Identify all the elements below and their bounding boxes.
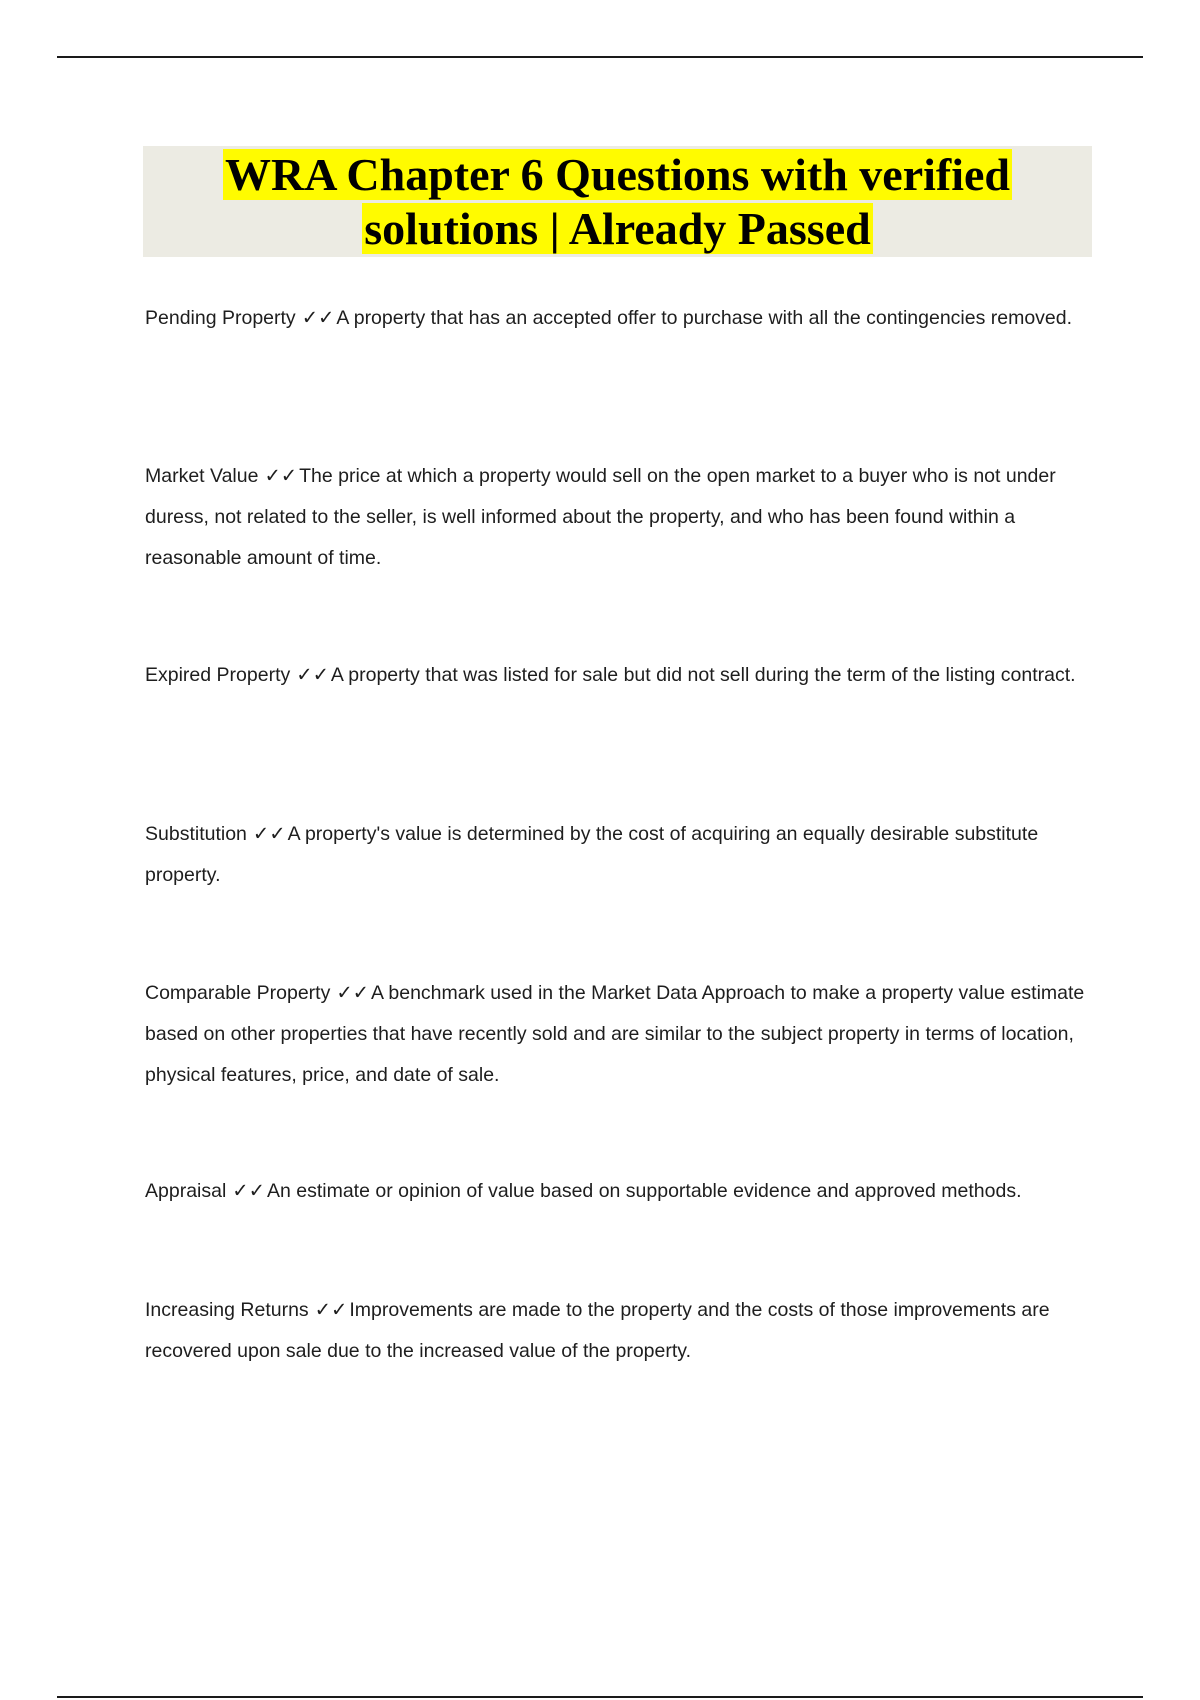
- entry-substitution: [145, 814, 1095, 896]
- double-check-icon: ✓✓: [301, 307, 335, 329]
- bottom-divider: [57, 1696, 1143, 1698]
- double-check-icon: ✓✓: [314, 1299, 348, 1321]
- entry-term: Substitution: [145, 823, 247, 845]
- entry-pending-property: [145, 298, 1072, 339]
- title-banner: [143, 146, 1092, 257]
- title-line-2: solutions | Already Passed: [364, 203, 871, 254]
- entry-definition: An estimate or opinion of value based on supportable evidence and approved methods.: [266, 1180, 1022, 1202]
- entry-definition: A property's value is determined by the cost of acquiring an equally desirable substitute property.: [145, 823, 1039, 886]
- entry-appraisal: [145, 1171, 1022, 1212]
- entry-term: Increasing Returns: [145, 1299, 309, 1321]
- double-check-icon: ✓✓: [336, 982, 370, 1004]
- title-line-1: WRA Chapter 6 Questions with verified: [225, 149, 1010, 200]
- entry-definition: A property that was listed for sale but did not sell during the term of the listing contract.: [330, 664, 1076, 686]
- entry-definition: Improvements are made to the property and the costs of those improvements are recovered upon sale due to the increased value of the property.: [145, 1299, 1050, 1362]
- entry-term: Expired Property: [145, 664, 291, 686]
- entry-increasing-returns: [145, 1290, 1095, 1372]
- top-divider: [57, 56, 1143, 58]
- double-check-icon: ✓✓: [232, 1180, 265, 1202]
- entry-market-value: [145, 456, 1095, 579]
- entry-comparable-property: [145, 973, 1095, 1096]
- page-title: [223, 146, 1012, 256]
- entry-term: Pending Property: [145, 307, 296, 329]
- double-check-icon: ✓✓: [252, 823, 286, 845]
- entry-term: Appraisal: [145, 1180, 227, 1202]
- entry-definition: A benchmark used in the Market Data Approach to make a property value estimate based on other properties that have recently sold and are similar to the subject property in terms of location, physical features, price, and date of sale.: [145, 982, 1085, 1086]
- entry-term: Comparable Property: [145, 982, 331, 1004]
- entry-definition: A property that has an accepted offer to purchase with all the contingencies removed.: [336, 307, 1073, 329]
- double-check-icon: ✓✓: [264, 465, 298, 487]
- entry-term: Market Value: [145, 465, 259, 487]
- double-check-icon: ✓✓: [296, 664, 329, 686]
- entry-definition: The price at which a property would sell on the open market to a buyer who is not under duress, not related to the seller, is well informed about the property, and who has been found within a reasonable amount of time.: [145, 465, 1056, 569]
- entry-expired-property: [145, 655, 1076, 696]
